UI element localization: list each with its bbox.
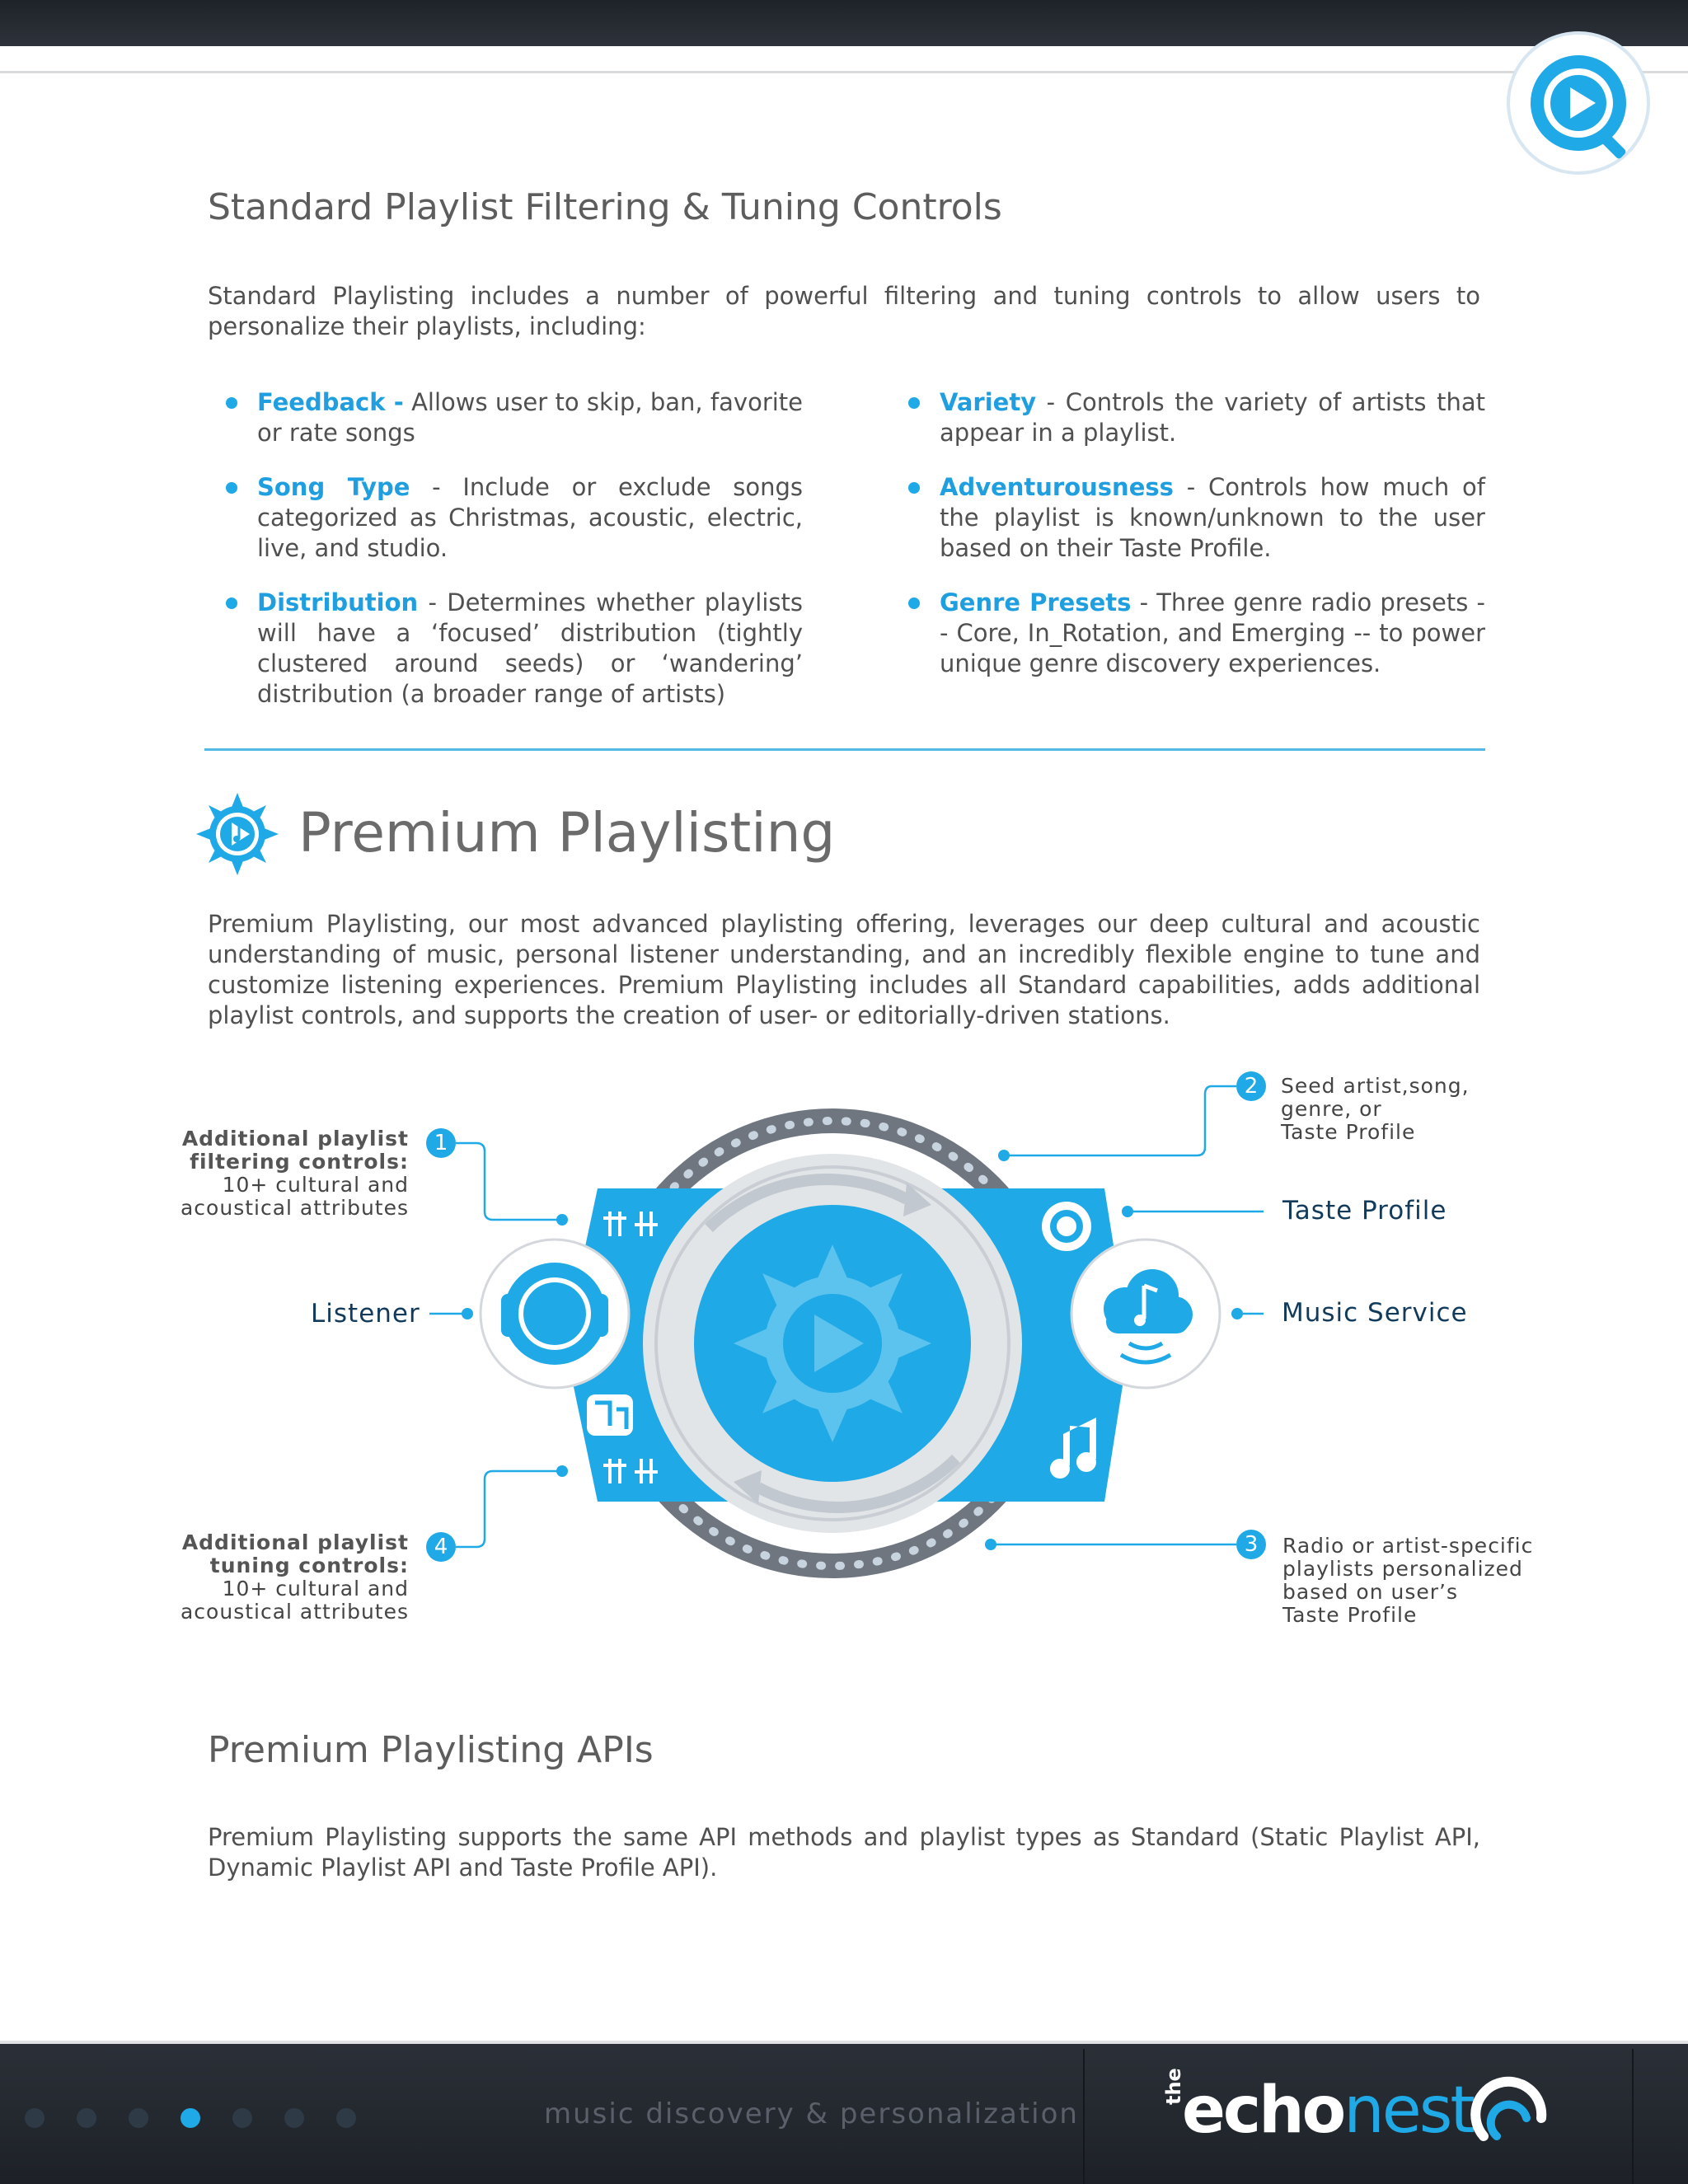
label-line: Seed artist,song, xyxy=(1281,1074,1470,1098)
bullet-text: - Include or exclude songs categorized as Christmas, acoustic, electric, live, and studio. xyxy=(257,473,804,562)
bullet-text: - Controls how much of the playlist is known/unknown to the user based on their Taste Profile. xyxy=(940,473,1485,562)
bullet-keyword: Variety xyxy=(940,388,1037,416)
label-sub-line: 10+ cultural and xyxy=(222,1173,409,1197)
bullet-keyword: Adventurousness xyxy=(940,473,1174,501)
brand-the: the xyxy=(1162,2068,1185,2105)
node-label-listener: Listener xyxy=(311,1299,420,1329)
list-item-variety xyxy=(892,387,1485,448)
brand-echo: echo xyxy=(1182,2074,1344,2148)
bullet-keyword: Genre Presets xyxy=(940,588,1132,616)
premium-intro: Premium Playlisting, our most advanced playlisting offering, leverages our deep cultural and acoustic understanding of music, personal listener understanding, and an incredibly flexible engine to tune and customize listening experiences. Premium Playlisting includes all Standard capabilities, adds additional playlist controls, and supports the creation of user- or editorially-driven stations. xyxy=(208,910,1480,1029)
list-item-feedback xyxy=(209,387,803,448)
standard-intro: Standard Playlisting includes a number of powerful filtering and tuning controls to allow users to personalize their playlists, including: xyxy=(208,282,1480,340)
list-item-song-type xyxy=(209,472,803,564)
label-bold-line: tuning controls: xyxy=(209,1554,409,1577)
callout-number-2: 2 xyxy=(1236,1071,1266,1101)
top-bar xyxy=(0,0,1688,46)
standard-heading: Standard Playlist Filtering & Tuning Controls xyxy=(208,186,1002,228)
bullet-dot xyxy=(226,397,237,409)
bullet-text: - Determines whether playlists will have a ‘focused’ distribution (tightly clustered around seeds) or ‘wandering’ distribution (a broader range of artists) xyxy=(257,588,803,708)
note-head xyxy=(1134,1315,1146,1326)
thumbs-icon xyxy=(587,1394,633,1436)
page-dot xyxy=(284,2108,304,2128)
callout-number-3: 3 xyxy=(1236,1530,1266,1559)
label-sub-line: acoustical attributes xyxy=(180,1196,409,1220)
brand-wordmark xyxy=(1182,2074,1473,2148)
list-item-distribution xyxy=(209,588,803,710)
premium-title: Premium Playlisting xyxy=(298,801,836,865)
section-divider xyxy=(204,748,1485,751)
page-dot xyxy=(129,2108,148,2128)
node-label-music-service: Music Service xyxy=(1282,1298,1468,1328)
label-line: playlists personalized xyxy=(1282,1557,1523,1581)
list-item-genre-presets xyxy=(892,588,1485,679)
play-search-icon xyxy=(1510,35,1647,171)
label-sub-line: acoustical attributes xyxy=(180,1600,409,1624)
page-dot xyxy=(25,2108,45,2128)
brand-arc-icon xyxy=(1467,2069,1558,2159)
node-label-taste-profile: Taste Profile xyxy=(1282,1196,1447,1226)
bullet-keyword: Feedback - xyxy=(257,388,404,416)
bullet-dot xyxy=(908,397,920,409)
label-line: Taste Profile xyxy=(1282,1603,1418,1627)
label-sub-line: 10+ cultural and xyxy=(222,1577,409,1601)
apis-text: Premium Playlisting supports the same API methods and playlist types as Standard (Static Playlist API, Dynamic Playlist API and Taste Profile API). xyxy=(208,1823,1480,1882)
bullet-dot xyxy=(908,482,920,494)
page-dot-active xyxy=(181,2108,200,2128)
page-dot xyxy=(232,2108,252,2128)
label-line: based on user’s xyxy=(1282,1580,1458,1604)
target-icon xyxy=(1042,1202,1091,1251)
label-tuning-controls xyxy=(132,1531,409,1624)
page-dot xyxy=(77,2108,96,2128)
bullet-dot xyxy=(226,482,237,494)
footer-separator xyxy=(1632,2049,1634,2184)
bullet-text: Allows user to skip, ban, favorite or rate songs xyxy=(257,388,804,447)
footer-tagline: music discovery & personalization xyxy=(544,2097,1079,2130)
apis-heading: Premium Playlisting APIs xyxy=(208,1729,654,1771)
label-bold-line: Additional playlist xyxy=(181,1530,409,1554)
bullet-dot xyxy=(908,598,920,609)
label-line: Taste Profile xyxy=(1281,1120,1416,1144)
footer-separator xyxy=(1083,2049,1085,2184)
bullet-dot xyxy=(226,598,237,609)
callout-number-4: 4 xyxy=(426,1532,456,1562)
bullet-keyword: Song Type xyxy=(257,473,410,501)
premium-sun-play-icon xyxy=(195,791,280,877)
standard-left-list xyxy=(209,387,803,733)
bullet-keyword: Distribution xyxy=(257,588,419,616)
label-bold-line: Additional playlist xyxy=(181,1127,409,1151)
label-line: genre, or xyxy=(1281,1097,1382,1121)
bullet-text: - Controls the variety of artists that appear in a playlist. xyxy=(940,388,1485,447)
label-bold-line: filtering controls: xyxy=(190,1150,409,1174)
list-item-adventurousness xyxy=(892,472,1485,564)
label-seed xyxy=(1281,1075,1470,1144)
label-filtering-controls xyxy=(132,1127,409,1220)
brand-nest: nest xyxy=(1343,2074,1473,2148)
label-radio-playlists xyxy=(1282,1535,1533,1627)
callout-number-1: 1 xyxy=(426,1128,456,1158)
label-line: Radio or artist-specific xyxy=(1282,1534,1534,1558)
bullet-text: - Three genre radio presets -- Core, In_Rotation, and Emerging -- to power unique genre discovery experiences. xyxy=(940,588,1485,677)
top-rule xyxy=(0,71,1688,73)
standard-right-list xyxy=(892,387,1485,703)
page-dot xyxy=(336,2108,356,2128)
echonest-play-logo xyxy=(1507,31,1650,175)
